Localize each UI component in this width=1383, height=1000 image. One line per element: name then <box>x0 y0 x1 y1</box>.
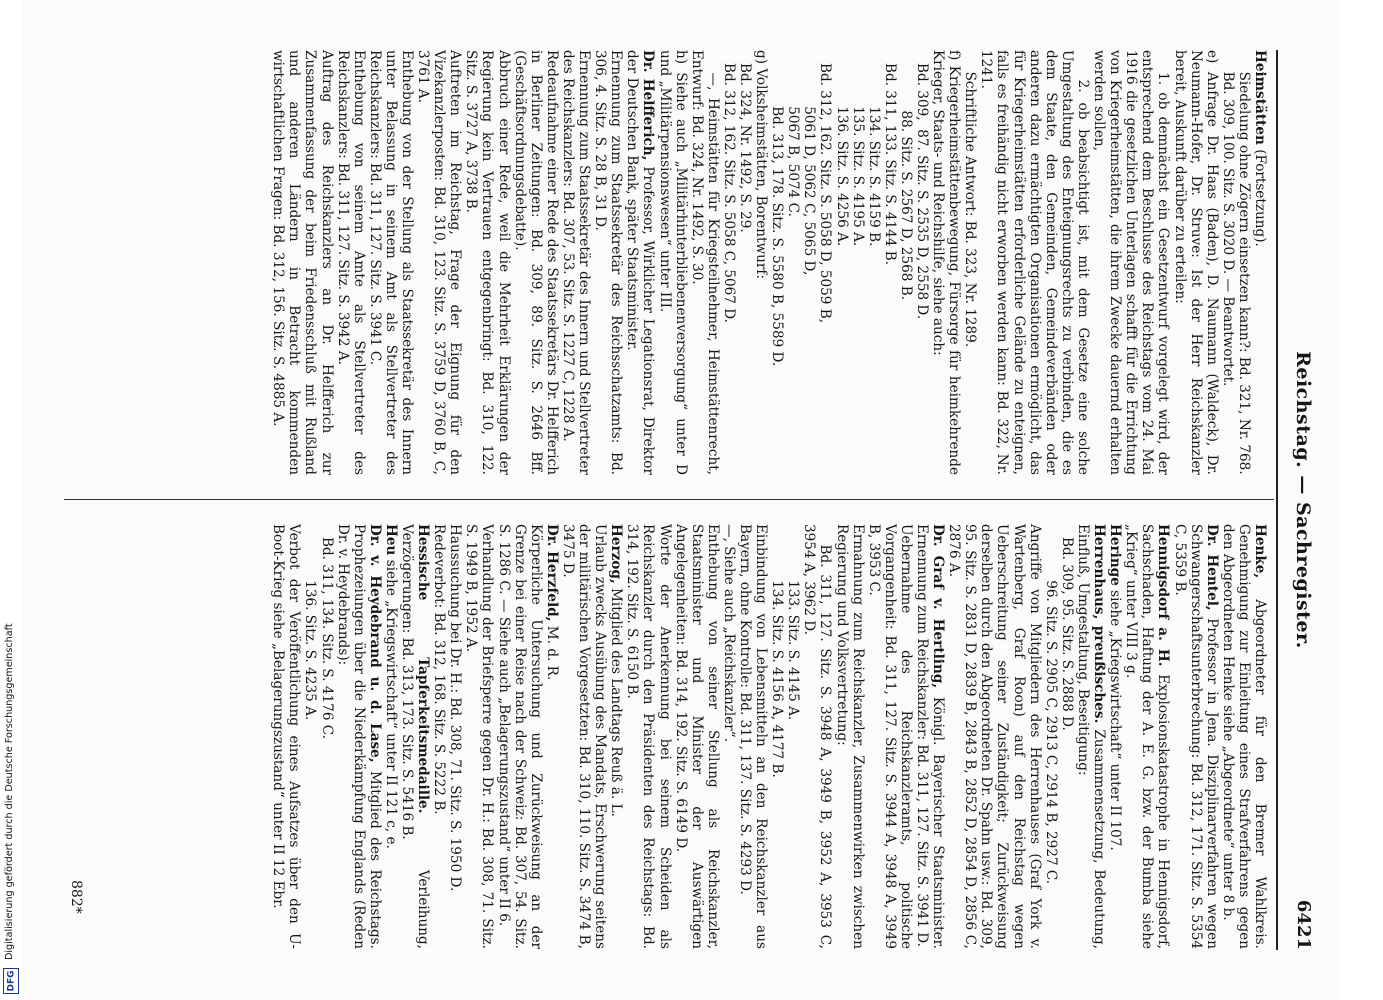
register-entry <box>737 524 946 949</box>
dfg-logo-icon <box>3 968 19 994</box>
entry-heading: Dr. v. Heydebrand u. d. Lase, <box>366 524 383 763</box>
register-entry <box>560 524 624 949</box>
register-entry <box>383 524 399 949</box>
entry-text: Professor, Wirklicher Legationsrat, Direktor der Deutschen Bank, später Staatsminister. Ernennung zum Staatssekretär des Reichsschatzamts: Bd. 306, 4. Sitz. S. 28 B, 31 D. Ernennung zum Staatssekretär des Innern und Stellvertreter des Reichskanzlers: Bd. 307, 53. Sitz. S. 1227 C, 1228 A. Redeaufnahme einer Rede des Staatssekretärs Dr. Helfferich in Berliner Zeitungen: Bd. 309, 89. Sitz. S. 2646 Bff. (Geschäftsordnungsdebatte). Abbruch einer Rede, weil die Mehrheit Erklärungen der Regierung kein Vertrauen entgegenbringt: Bd. 310, 122. Sitz. S. 3727 A, 3738 B. Auftreten im Reichstag, Frage der Eignung für den Vizekanzlerposten: Bd. 310, 123. Sitz. S. 3759 D, 3760 B, C, 3761 A. Enthebung von der Stellung als Staatssekretär des Innern unter Belassung in seinem Amt als Stellvertreter des Reichskanzlers: Bd. 311, 127. Sitz. S. 3941 C. Enthebung von seinem Amte als Stellvertreter des Reichskanzlers: Bd. 311, 127. Sitz. S. 3942 A. Auftrag des Reichskanzlers an Dr. Helfferich zur Zusammenfassung der beim Friedensschluß mit Rußland und anderen Ländern in Betracht kommenden wirtschaftlichen Fragen: Bd. 312, 156. Sitz. S. 4885 A. <box>270 50 657 475</box>
register-entry <box>1123 524 1172 954</box>
register-entry <box>270 524 302 949</box>
dfg-logo-text: DFG <box>6 970 17 992</box>
entry-heading: Heringe <box>1107 524 1124 586</box>
register-entry <box>624 524 721 949</box>
left-column <box>270 50 1268 475</box>
entry-heading: Dr. Graf v. Hertling, <box>930 524 947 689</box>
header-rule <box>1276 50 1278 950</box>
entry-text: e) Anfrage Dr. Haas (Baden), D. Naumann (Waldeck), Dr. Neumann-Hofer, Dr. Struve: Ist der Herr Reichskanzler bereit, Auskunft darüber zu erteilen: 1. ob demnächst ein Gesetzentwurf vorgelegt wird, der entsprechend dem Beschlusse des Reichstags vom 24. Mai 1916 die gesetzlichen Unterlagen schafft für die Errichtung von Kriegerheimstätten, die ihrem Zwecke dauernd erhalten werden sollen, 2. ob beabsichtigt ist, mit dem Gesetze eine solche Umgestaltung des Enteignungsrechts zu verbinden, die es dem Staate, den Gemeinden, Gemeindeverbänden oder anderen dazu ermächtigten Organisationen ermöglicht, das für Kriegerheimstätten erforderliche Gelände zu enteignen, falls es freihändig nicht erworben werden kann: Bd. 322, Nr. 1241. Schriftliche Antwort: Bd. 323, Nr. 1289. <box>962 50 1220 476</box>
register-entry <box>1107 524 1123 949</box>
entry-text: Explosionskatastrophe in Hennigsdorf, Sachschaden, Haftung der A. E. G. bzw. der Bumba siehe „Krieg“ unter VIII 3 g. <box>1123 524 1172 954</box>
entry-text: Verbot der Veröffentlichung eines Aufsatzes über den U-Boot-Krieg siehe „Belagerungszustand“ unter II 12 Ebr. <box>270 524 303 949</box>
register-entry <box>721 524 737 949</box>
entry-heading: Dr. Hentel, <box>1203 524 1220 611</box>
register-entry <box>1220 50 1268 475</box>
entry-heading: Hessische Tapferkeitsmedaille. <box>415 524 432 814</box>
entry-text: Angriffe von Mitgliedern des Herrenhauses (Graf York v. Wartenberg, Graf Roon) auf den Reichstag wegen Ueberschreitung seiner Zuständigkeit; Zurückweisung derselben durch den Abgeordneten Dr. Spahn usw.: Bd. 309, 95. Sitz. S. 2831 D, 2839 B, 2843 B, 2852 D, 2854 D, 2856 C, 2876 A. <box>946 524 1043 954</box>
entry-text: Mitglied des Reichstags. Prophezeiungen über die Niederkämpfung Englands (Reden Dr. v. Heydebrands): Bd. 311, 134. Sitz. S. 4176 C. 136. Sitz. S. 4235 A. <box>302 524 383 949</box>
entry-heading: Dr. Helfferich, <box>640 50 657 161</box>
entry-heading: Heimstätten <box>1252 50 1268 145</box>
entry-text: (Fortsetzung). Siedelung ohne Zögern einsetzen kann?: Bd. 321, Nr. 768. Bd. 309, 100. Sitz. S. 3020 D. — Beantwortet. <box>1219 71 1268 475</box>
entry-text: Zusammensetzung, Bedeutung, Einfluß, Umgestaltung, Beseitigung: Bd. 309, 95. Sitz. S. 2888 D. 96. Sitz. S. 2905 C, 2913 C, 2914 B, 2927 C. <box>1042 524 1108 949</box>
page-number: 6421 <box>1293 899 1314 950</box>
register-entry <box>1171 524 1220 954</box>
entry-text: Professor in Jena. Disziplinarverfahren wegen Schwangerschaftsunterbrechung: Bd. 312, 171. Sitz. S. 5354 C, 5359 B. <box>1171 524 1220 954</box>
entry-text: siehe „Kriegswirtschaft“ unter II 121 c, e. <box>382 555 399 849</box>
entry-heading: Hennigsdorf a. H. <box>1155 524 1172 667</box>
entry-text: siehe „Kriegswirtschaft“ unter II 107. <box>1107 585 1124 851</box>
footnote: 882* <box>68 880 84 914</box>
entry-heading: Herzog, <box>608 524 625 584</box>
register-entry <box>1219 524 1268 954</box>
digitization-bar <box>0 0 22 1000</box>
entry-heading: Herrenhaus, preußisches. <box>1091 524 1108 724</box>
entry-heading: Heu <box>382 524 399 556</box>
column-divider <box>64 499 1274 500</box>
register-entry <box>1043 524 1107 949</box>
register-entry <box>962 50 1220 475</box>
register-entry <box>302 524 382 949</box>
entry-text: —, Siehe auch „Reichskanzler“. <box>720 524 737 743</box>
right-column <box>270 524 1268 954</box>
entry-text: Mitglied des Landtags Reuß ä. L. Urlaub zwecks Ausübung des Mandats, Erschwerung seitens der militärischen Vorgesetzten: Bd. 310, 110. Sitz. S. 3474 B, 3475 D. <box>559 524 625 949</box>
entry-text: g) Volksheimstätten, Borentwurf: Bd. 324, Nr. 1492, S. 29. Bd. 312, 162. Sitz. S. 5058 C, 5067 D. —, Heimstätten für Kriegsteilnehmer, Heimstättenrecht, Entwurf: Bd. 324, Nr. 1492, S. 30. h) Siehe auch „Militärhinterbliebenenversorgung“ unter D und „Militärpensionswesen“ unter III. <box>656 50 770 476</box>
entry-text: f) Kriegerheimstättenbewegung, Fürsorge für heimkehrende Krieger, Staats- und Reichshilfe, siehe auch: Bd. 309, 87. Sitz. S. 2535 D, 2558 D. 88. Sitz. S. 2567 D, 2568 B. Bd. 311, 133. Sitz. S. 4144 B. 134. Sitz. S. 4159 B. 135. Sitz. S. 4195 A. 136. Sitz. S. 4256 A. Bd. 312, 162. Sitz. S. 5058 D, 5059 B, 5061 D, 5062 C, 5065 D, 5067 B, 5074 C. Bd. 313, 178. Sitz. S. 5580 B, 5589 D. <box>769 50 963 475</box>
entry-text: Königl. Bayerischer Staatsminister. Ernennung zum Reichskanzler: Bd. 311, 127. Sitz. S. 3941 D. Uebernahme des Reichskanzleramts, politische Vorgangenheit: Bd. 311, 127. Sitz. S. 3944 A, 3948 A, 3949 B, 3953 C. Ermahnung zum Reichskanzler, Zusammenwirken zwischen Regierung und Volksvertretung: Bd. 311, 127. Sitz. S. 3948 A, 3949 B, 3952 A, 3953 C, 3954 A, 3962 D. 133. Sitz. S. 4145 A. 134. Sitz. S. 4156 A, 4177 B. Einbindung von Lebensmitteln an den Reichskanzler aus Bayern, ohne Kontrolle: Bd. 311, 137. Sitz. S. 4293 D. <box>737 524 947 949</box>
register-entry <box>656 50 769 475</box>
digitization-notice: Digitalisierung gefördert durch die Deutsche Forschungsgemeinschaft <box>4 623 15 960</box>
entry-heading: Henke, <box>1252 524 1268 579</box>
register-entry <box>399 524 432 954</box>
register-entry <box>270 50 656 475</box>
register-entry <box>769 50 962 475</box>
page-header <box>1280 50 1320 950</box>
entry-text: M. d. R. Körperliche Untersuchung und Zurückweisung an der Grenze bei einer Reise nach der Schweiz: Bd. 307, 54. Sitz. S. 1286 C. — Siehe auch „Belagerungszustand“ unter II 6. Verhandlung der Briefsperre gegen Dr. H.: Bd. 308, 71. Sitz. S. 1949 B, 1952 A. Haussuchung bei Dr. H.: Bd. 308, 71. Sitz. S. 1950 D. Redeverbot: Bd. 312, 168. Sitz. S. 5222 B. <box>431 524 560 949</box>
register-entry <box>946 524 1043 954</box>
register-entry <box>431 524 560 949</box>
entry-text: Verleihung, Verzögerungen: Bd. 313, 173. Sitz. S. 5416 B. <box>399 524 432 954</box>
entry-text: Abgeordneter für den Bremer Wahlkreis. Genehmigung zur Einleitung eines Strafverfahrens gegen den Abgeordneten Henke siehe „Abgeordnete“ unter 8 b. <box>1219 524 1268 954</box>
entry-text: Enthebung von seiner Stellung als Reichskanzler, Staatsminister und Minister der Auswärtigen Angelegenheiten: Bd. 314, 192. Sitz. S. 6149 D. Worte der Anerkennung bei seinem Scheiden als Reichskanzler durch den Präsidenten des Reichstags: Bd. 314, 192. Sitz. S. 6150 B. <box>624 524 721 949</box>
running-title: Reichstag. — Sachregister. <box>1292 351 1314 649</box>
entry-heading: Dr. Herzfeld, <box>543 524 560 622</box>
